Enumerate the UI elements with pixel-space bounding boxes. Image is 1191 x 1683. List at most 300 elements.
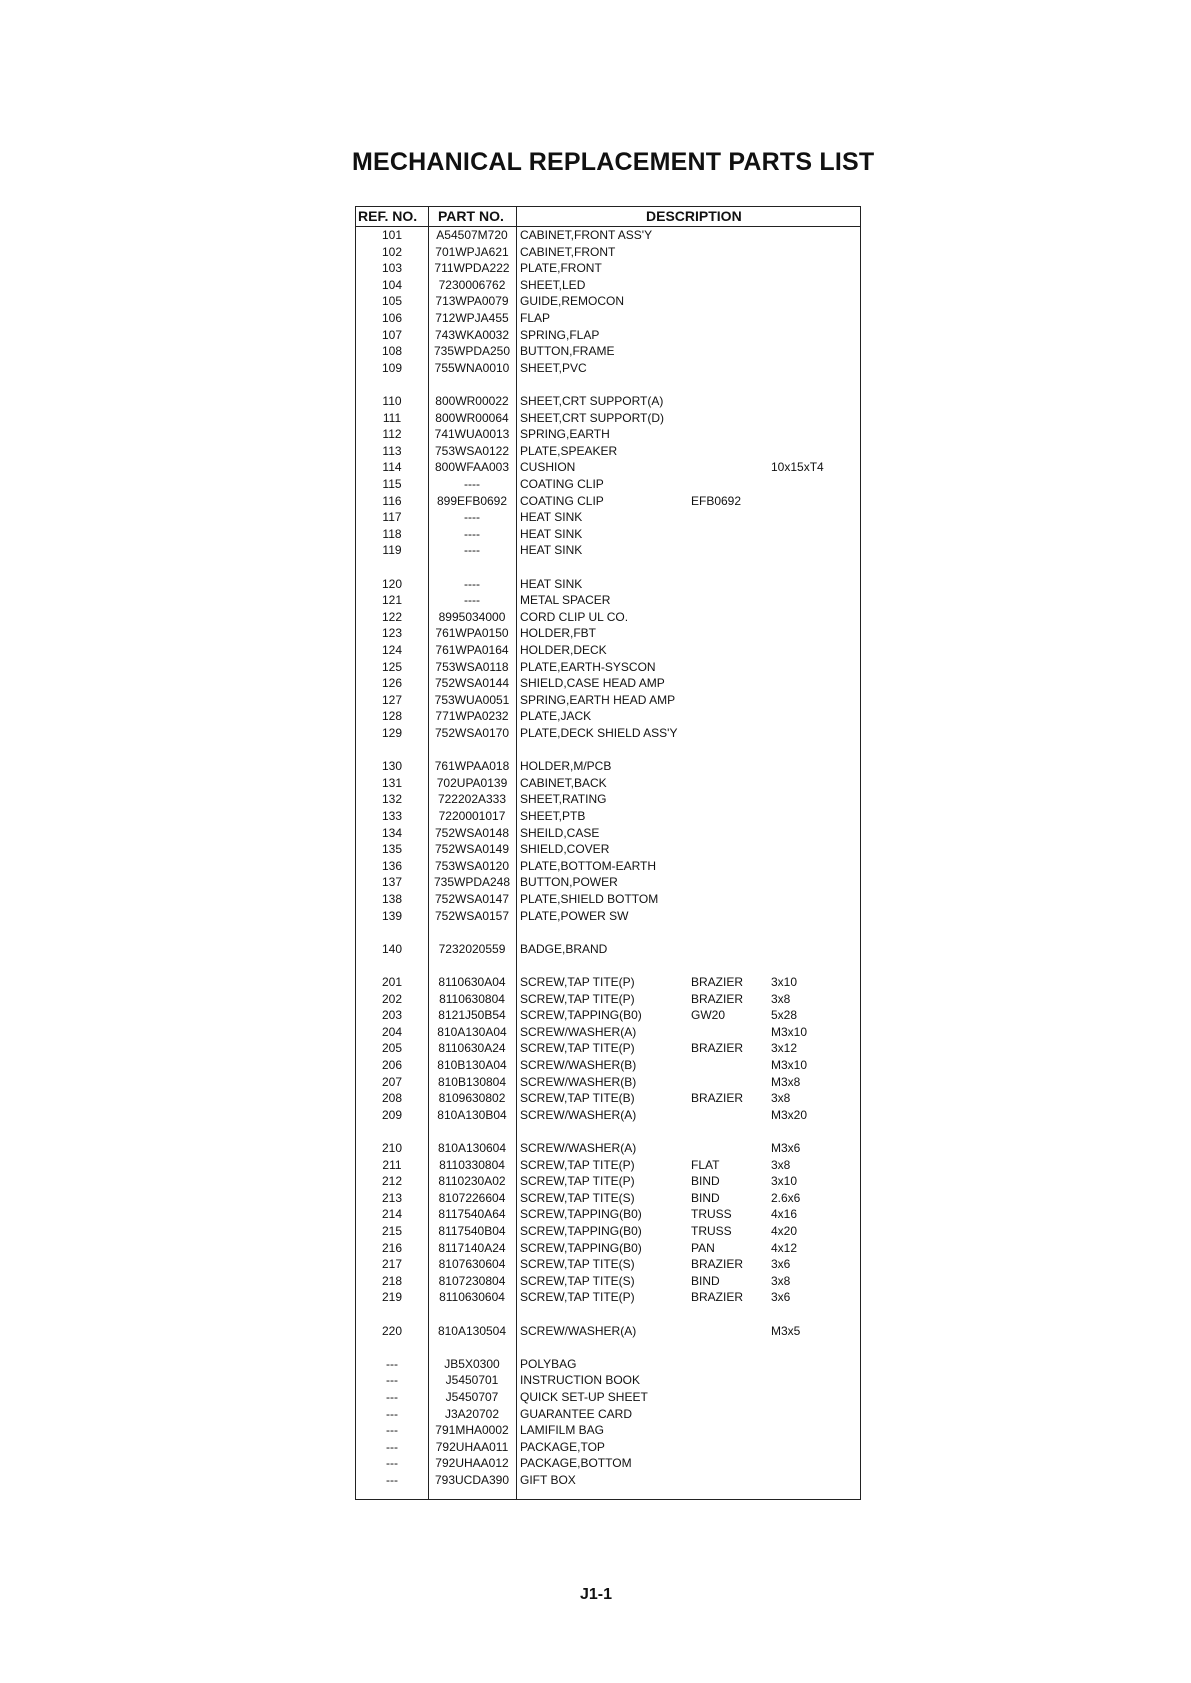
ref-no-cell: 216 (381, 1240, 403, 1255)
ref-no-cell: --- (386, 1473, 398, 1487)
ref-no-cell: 211 (382, 1157, 402, 1172)
description-cell: SCREW,TAP TITE(P) (520, 1290, 635, 1305)
table-row (356, 1357, 860, 1373)
description-cell: COATING CLIP (520, 493, 604, 508)
table-row (356, 809, 860, 825)
part-no-cell: 800WR00064 (435, 410, 509, 425)
table-row (356, 792, 860, 808)
part-no-cell: 752WSA0147 (434, 892, 510, 906)
type-cell: BRAZIER (691, 975, 744, 989)
description-cell: SCREW/WASHER(A) (520, 1024, 637, 1039)
table-row (356, 992, 860, 1008)
type-cell: BRAZIER (691, 1041, 744, 1056)
table-row (356, 394, 860, 410)
description-cell: PACKAGE,BOTTOM (520, 1456, 632, 1471)
ref-no-cell: 204 (381, 1024, 403, 1039)
part-no-cell: ---- (464, 477, 480, 491)
part-no-cell: ---- (464, 576, 480, 591)
description-cell: SCREW,TAP TITE(S) (520, 1257, 635, 1272)
size-cell: 3x10 (771, 975, 798, 989)
ref-no-cell: 219 (381, 1290, 403, 1305)
table-row (356, 1191, 860, 1207)
description-cell: GUARANTEE CARD (520, 1406, 633, 1421)
part-no-cell: 8117540A64 (438, 1207, 506, 1222)
description-cell: HOLDER,FBT (520, 626, 597, 641)
part-no-cell: 753WSA0120 (434, 858, 510, 873)
description-cell: POLYBAG (520, 1356, 577, 1371)
ref-no-cell: 120 (381, 576, 403, 591)
ref-no-cell: 220 (381, 1323, 403, 1338)
table-row (356, 1224, 860, 1240)
table-row (356, 1108, 860, 1124)
ref-no-cell: 208 (381, 1091, 403, 1106)
ref-no-cell: 203 (381, 1008, 403, 1023)
description-cell: QUICK SET-UP SHEET (520, 1390, 648, 1404)
part-no-cell: 743WKA0032 (434, 327, 510, 342)
part-no-cell: A54507M720 (436, 228, 508, 242)
description-cell: PLATE,SPEAKER (520, 443, 618, 458)
part-no-cell: J5450701 (445, 1373, 499, 1388)
ref-no-cell: 140 (381, 941, 403, 956)
size-cell: 3x8 (771, 1157, 791, 1172)
description-cell: FLAP (520, 311, 551, 325)
ref-no-cell: 212 (381, 1174, 403, 1189)
part-no-cell: ---- (464, 510, 480, 525)
part-no-cell: ---- (464, 526, 480, 541)
description-cell: BUTTON,FRAME (520, 344, 615, 359)
ref-no-cell: 133 (381, 809, 403, 823)
size-cell: M3x20 (771, 1107, 808, 1122)
description-cell: SCREW,TAP TITE(P) (520, 991, 635, 1006)
table-row (356, 494, 860, 510)
table-row (356, 909, 860, 925)
ref-no-cell: 121 (381, 593, 403, 608)
description-cell: METAL SPACER (520, 593, 611, 608)
ref-no-cell: 125 (381, 659, 403, 674)
ref-no-cell: 123 (381, 626, 403, 641)
ref-no-cell: 104 (381, 277, 403, 292)
type-cell: PAN (691, 1240, 715, 1255)
ref-no-cell: 113 (382, 443, 402, 458)
ref-no-cell: 119 (382, 543, 402, 558)
ref-no-cell: 102 (381, 244, 403, 259)
description-cell: PACKAGE,TOP (520, 1439, 605, 1454)
type-cell: BRAZIER (691, 991, 744, 1006)
table-row (356, 1373, 860, 1389)
ref-no-cell: 112 (382, 427, 402, 442)
part-no-cell: 810B130A04 (437, 1058, 507, 1072)
part-no-cell: 791MHA0002 (435, 1423, 509, 1438)
description-cell: COATING CLIP (520, 477, 604, 491)
description-cell: SCREW/WASHER(A) (520, 1107, 637, 1122)
table-row (356, 875, 860, 891)
description-cell: SPRING,FLAP (520, 327, 600, 342)
ref-no-cell: 127 (381, 692, 403, 707)
ref-no-cell: 136 (381, 858, 403, 873)
part-no-cell: 792UHAA011 (435, 1439, 509, 1454)
description-cell: SHEET,LED (520, 277, 586, 292)
description-cell: SHEET,PVC (520, 360, 587, 375)
part-no-cell: 792UHAA012 (435, 1456, 509, 1471)
description-cell: HEAT SINK (520, 576, 583, 591)
ref-no-cell: 201 (381, 975, 403, 989)
description-cell: LAMIFILM BAG (520, 1423, 605, 1438)
part-no-cell: J5450707 (445, 1390, 499, 1404)
header-ref-no: REF. NO. (358, 208, 418, 224)
part-no-cell: 761WPA0150 (435, 626, 509, 641)
size-cell: M3x6 (771, 1141, 801, 1155)
part-no-cell: 8107630604 (438, 1257, 506, 1272)
table-row (356, 477, 860, 493)
ref-no-cell: 128 (381, 709, 403, 724)
size-cell: 10x15xT4 (771, 460, 824, 475)
ref-no-cell: 205 (381, 1041, 403, 1056)
description-cell: SHEET,CRT SUPPORT(D) (520, 410, 665, 425)
table-row (356, 411, 860, 427)
table-row (356, 294, 860, 310)
part-no-cell: 7232020559 (438, 941, 506, 956)
description-cell: SCREW,TAPPING(B0) (520, 1224, 642, 1238)
table-row (356, 826, 860, 842)
part-no-cell: 712WPJA455 (435, 311, 509, 325)
part-no-cell: 8110630604 (439, 1290, 505, 1305)
description-cell: SHEET,CRT SUPPORT(A) (520, 394, 664, 408)
table-row (356, 892, 860, 908)
ref-no-cell: 138 (381, 892, 403, 906)
type-cell: BRAZIER (691, 1091, 744, 1106)
part-no-cell: 735WPDA248 (433, 875, 511, 890)
type-cell: TRUSS (691, 1224, 732, 1238)
part-no-cell: 8107230804 (438, 1273, 506, 1288)
table-row (356, 228, 860, 244)
description-cell: GUIDE,REMOCON (520, 294, 625, 309)
part-no-cell: 752WSA0170 (434, 726, 510, 740)
part-no-cell: 722202A333 (437, 792, 507, 807)
part-no-cell: JB5X0300 (444, 1356, 500, 1371)
description-cell: SCREW/WASHER(B) (520, 1074, 637, 1089)
ref-no-cell: 206 (381, 1058, 403, 1072)
table-row (356, 859, 860, 875)
part-no-cell: 8110330804 (439, 1157, 505, 1172)
part-no-cell: 8121J50B54 (438, 1008, 506, 1023)
ref-no-cell: 131 (381, 775, 403, 790)
table-row (356, 261, 860, 277)
description-cell: CABINET,BACK (520, 775, 607, 790)
part-no-cell: ---- (464, 543, 480, 558)
part-no-cell: 8110630A04 (438, 975, 506, 989)
description-cell: PLATE,BOTTOM-EARTH (520, 858, 657, 873)
part-no-cell: 753WSA0122 (434, 443, 510, 458)
type-cell: BIND (691, 1190, 720, 1205)
description-cell: SPRING,EARTH (520, 427, 610, 442)
size-cell: M3x8 (771, 1074, 801, 1089)
description-cell: CABINET,FRONT ASS'Y (520, 228, 653, 242)
description-cell: PLATE,JACK (520, 709, 592, 724)
table-row (356, 1456, 860, 1472)
table-row (356, 660, 860, 676)
table-row (356, 643, 860, 659)
table-row (356, 693, 860, 709)
description-cell: CUSHION (520, 460, 576, 475)
part-no-cell: 810A130B04 (437, 1107, 507, 1122)
table-row (356, 344, 860, 360)
part-no-cell: 752WSA0148 (434, 825, 510, 840)
description-cell: PLATE,POWER SW (520, 908, 629, 923)
part-no-cell: 8117140A24 (438, 1240, 506, 1255)
table-row (356, 842, 860, 858)
table-row (356, 510, 860, 526)
part-no-cell: 793UCDA390 (434, 1473, 510, 1487)
ref-no-cell: 105 (381, 294, 403, 309)
part-no-cell: 755WNA0010 (434, 360, 510, 375)
part-no-cell: 8110630804 (439, 991, 505, 1006)
size-cell: 3x8 (771, 1273, 791, 1288)
ref-no-cell: 217 (381, 1257, 403, 1272)
table-row (356, 543, 860, 559)
part-no-cell: 711WPDA222 (434, 261, 510, 276)
ref-no-cell: 207 (381, 1074, 403, 1089)
ref-no-cell: 109 (381, 360, 403, 375)
description-cell: SCREW,TAP TITE(P) (520, 1041, 635, 1056)
size-cell: 2.6x6 (771, 1190, 801, 1205)
ref-no-cell: --- (386, 1390, 398, 1404)
size-cell: M3x10 (771, 1058, 808, 1072)
type-cell: BIND (691, 1174, 720, 1189)
ref-no-cell: 202 (381, 991, 403, 1006)
type-cell: BRAZIER (691, 1290, 744, 1305)
table-row (356, 1008, 860, 1024)
ref-no-cell: --- (386, 1406, 398, 1421)
table-row (356, 610, 860, 626)
description-cell: HEAT SINK (520, 510, 583, 525)
table-row (356, 1274, 860, 1290)
description-cell: SHIELD,COVER (520, 842, 610, 857)
type-cell: FLAT (691, 1157, 720, 1172)
table-row (356, 593, 860, 609)
table-row (356, 726, 860, 742)
table-row (356, 1440, 860, 1456)
table-header (356, 207, 860, 227)
size-cell: 4x12 (771, 1240, 798, 1255)
part-no-cell: 741WUA0013 (434, 427, 510, 442)
description-cell: SHEET,RATING (520, 792, 607, 807)
table-row (356, 1290, 860, 1306)
table-row (356, 278, 860, 294)
part-no-cell: 735WPDA250 (433, 344, 511, 359)
part-no-cell: 713WPA0079 (435, 294, 509, 309)
ref-no-cell: 103 (381, 261, 403, 276)
description-cell: PLATE,EARTH-SYSCON (520, 659, 656, 674)
description-cell: SCREW,TAP TITE(P) (520, 975, 635, 989)
ref-no-cell: 139 (381, 908, 403, 923)
ref-no-cell: 215 (381, 1224, 403, 1238)
description-cell: PLATE,SHIELD BOTTOM (520, 892, 659, 906)
ref-no-cell: 117 (382, 510, 402, 525)
ref-no-cell: --- (386, 1356, 398, 1371)
type-cell: BRAZIER (691, 1257, 744, 1272)
part-no-cell: 753WUA0051 (434, 692, 510, 707)
description-cell: SCREW,TAP TITE(S) (520, 1190, 635, 1205)
table-row (356, 1241, 860, 1257)
table-row (356, 328, 860, 344)
size-cell: M3x5 (771, 1323, 801, 1338)
ref-no-cell: --- (386, 1456, 398, 1471)
ref-no-cell: 132 (381, 792, 403, 807)
part-no-cell: J3A20702 (444, 1406, 500, 1421)
part-no-cell: 810A130A04 (437, 1024, 507, 1039)
type-cell: GW20 (691, 1008, 726, 1023)
description-cell: HEAT SINK (520, 543, 583, 558)
table-row (356, 709, 860, 725)
ref-no-cell: 129 (381, 726, 403, 740)
size-cell: 3x10 (771, 1174, 798, 1189)
type-cell: BIND (691, 1273, 720, 1288)
part-no-cell: 752WSA0149 (434, 842, 510, 857)
type-cell: EFB0692 (691, 493, 742, 508)
ref-no-cell: 116 (382, 493, 402, 508)
description-cell: SCREW,TAPPING(B0) (520, 1240, 642, 1255)
table-row (356, 444, 860, 460)
part-no-cell: 810B130804 (437, 1074, 507, 1089)
table-row (356, 776, 860, 792)
table-row (356, 1473, 860, 1489)
ref-no-cell: 107 (381, 327, 403, 342)
ref-no-cell: --- (386, 1423, 398, 1438)
table-row (356, 361, 860, 377)
size-cell: 3x8 (771, 991, 791, 1006)
ref-no-cell: 115 (382, 477, 402, 491)
ref-no-cell: 101 (381, 228, 403, 242)
table-row (356, 1174, 860, 1190)
size-cell: M3x10 (771, 1024, 808, 1039)
table-row (356, 975, 860, 991)
table-row (356, 577, 860, 593)
ref-no-cell: 114 (382, 460, 402, 475)
part-no-cell: 771WPA0232 (435, 709, 509, 724)
description-cell: SCREW,TAP TITE(S) (520, 1273, 635, 1288)
size-cell: 5x28 (771, 1008, 798, 1023)
ref-no-cell: 122 (381, 609, 403, 624)
size-cell: 3x8 (771, 1091, 791, 1106)
part-no-cell: 753WSA0118 (435, 659, 509, 674)
description-cell: SCREW/WASHER(B) (520, 1058, 637, 1072)
table-row (356, 1041, 860, 1057)
description-cell: SCREW,TAP TITE(P) (520, 1174, 635, 1189)
part-no-cell: 702UPA0139 (436, 775, 508, 790)
part-no-cell: 810A130504 (437, 1323, 507, 1338)
header-description: DESCRIPTION (646, 208, 742, 224)
table-row (356, 1141, 860, 1157)
part-no-cell: 8110630A24 (438, 1041, 506, 1056)
description-cell: SCREW,TAPPING(B0) (520, 1207, 642, 1222)
ref-no-cell: 108 (381, 344, 403, 359)
ref-no-cell: 118 (382, 526, 402, 541)
ref-no-cell: 110 (382, 394, 402, 408)
ref-no-cell: 111 (382, 410, 402, 425)
part-no-cell: 8995034000 (438, 609, 506, 624)
description-cell: SCREW,TAP TITE(P) (520, 1157, 635, 1172)
part-no-cell: 752WSA0157 (434, 908, 510, 923)
description-cell: HOLDER,DECK (520, 643, 607, 657)
part-no-cell: 8117540B04 (438, 1224, 506, 1238)
description-cell: BUTTON,POWER (520, 875, 618, 890)
description-cell: INSTRUCTION BOOK (520, 1373, 641, 1388)
table-row (356, 527, 860, 543)
part-no-cell: 761WPAA018 (434, 759, 510, 774)
description-cell: SCREW,TAP TITE(B) (520, 1091, 635, 1106)
description-cell: SCREW/WASHER(A) (520, 1141, 637, 1155)
description-cell: BADGE,BRAND (520, 941, 608, 956)
table-row (356, 759, 860, 775)
description-cell: SCREW/WASHER(A) (520, 1323, 637, 1338)
table-row (356, 1423, 860, 1439)
description-cell: CORD CLIP UL CO. (520, 609, 629, 624)
part-no-cell: 800WR00022 (435, 394, 509, 408)
ref-no-cell: 218 (381, 1273, 403, 1288)
part-no-cell: 752WSA0144 (434, 676, 510, 691)
description-cell: SHEET,PTB (520, 809, 586, 823)
description-cell: SCREW,TAPPING(B0) (520, 1008, 642, 1023)
part-no-cell: 810A130604 (437, 1141, 507, 1155)
ref-no-cell: --- (386, 1439, 398, 1454)
ref-no-cell: 210 (381, 1141, 403, 1155)
table-row (356, 1390, 860, 1406)
ref-no-cell: 137 (381, 875, 403, 890)
table-row (356, 1158, 860, 1174)
size-cell: 4x16 (771, 1207, 798, 1222)
table-row (356, 460, 860, 476)
table-row (356, 311, 860, 327)
description-cell: PLATE,FRONT (520, 261, 602, 276)
description-cell: SPRING,EARTH HEAD AMP (520, 692, 676, 707)
ref-no-cell: 124 (381, 643, 403, 657)
ref-no-cell: 135 (381, 842, 403, 857)
table-row (356, 1075, 860, 1091)
part-no-cell: 8109630802 (438, 1091, 506, 1106)
table-row (356, 1207, 860, 1223)
description-cell: SHIELD,CASE HEAD AMP (520, 676, 665, 691)
description-cell: HEAT SINK (520, 526, 583, 541)
ref-no-cell: 209 (381, 1107, 403, 1122)
part-no-cell: 800WFAA003 (434, 460, 510, 475)
part-no-cell: 8107226604 (438, 1190, 506, 1205)
header-part-no: PART NO. (438, 208, 504, 224)
table-row (356, 676, 860, 692)
part-no-cell: 761WPA0164 (435, 643, 509, 657)
ref-no-cell: 213 (381, 1190, 403, 1205)
part-no-cell: 701WPJA621 (435, 244, 509, 259)
description-cell: CABINET,FRONT (520, 244, 616, 259)
part-no-cell: 7220001017 (438, 809, 506, 823)
description-cell: PLATE,DECK SHIELD ASS'Y (520, 726, 678, 740)
part-no-cell: 8110230A02 (438, 1174, 506, 1189)
ref-no-cell: 134 (381, 825, 403, 840)
part-no-cell: ---- (464, 593, 480, 608)
description-cell: GIFT BOX (520, 1473, 576, 1487)
ref-no-cell: 106 (381, 311, 403, 325)
table-row (356, 1324, 860, 1340)
ref-no-cell: 214 (381, 1207, 403, 1222)
part-no-cell: 7230006762 (438, 277, 506, 292)
description-cell: HOLDER,M/PCB (520, 759, 612, 774)
table-row (356, 1257, 860, 1273)
size-cell: 3x6 (771, 1290, 791, 1305)
ref-no-cell: 126 (381, 676, 403, 691)
table-row (356, 1091, 860, 1107)
ref-no-cell: 130 (381, 759, 403, 774)
type-cell: TRUSS (691, 1207, 732, 1222)
ref-no-cell: --- (386, 1373, 398, 1388)
